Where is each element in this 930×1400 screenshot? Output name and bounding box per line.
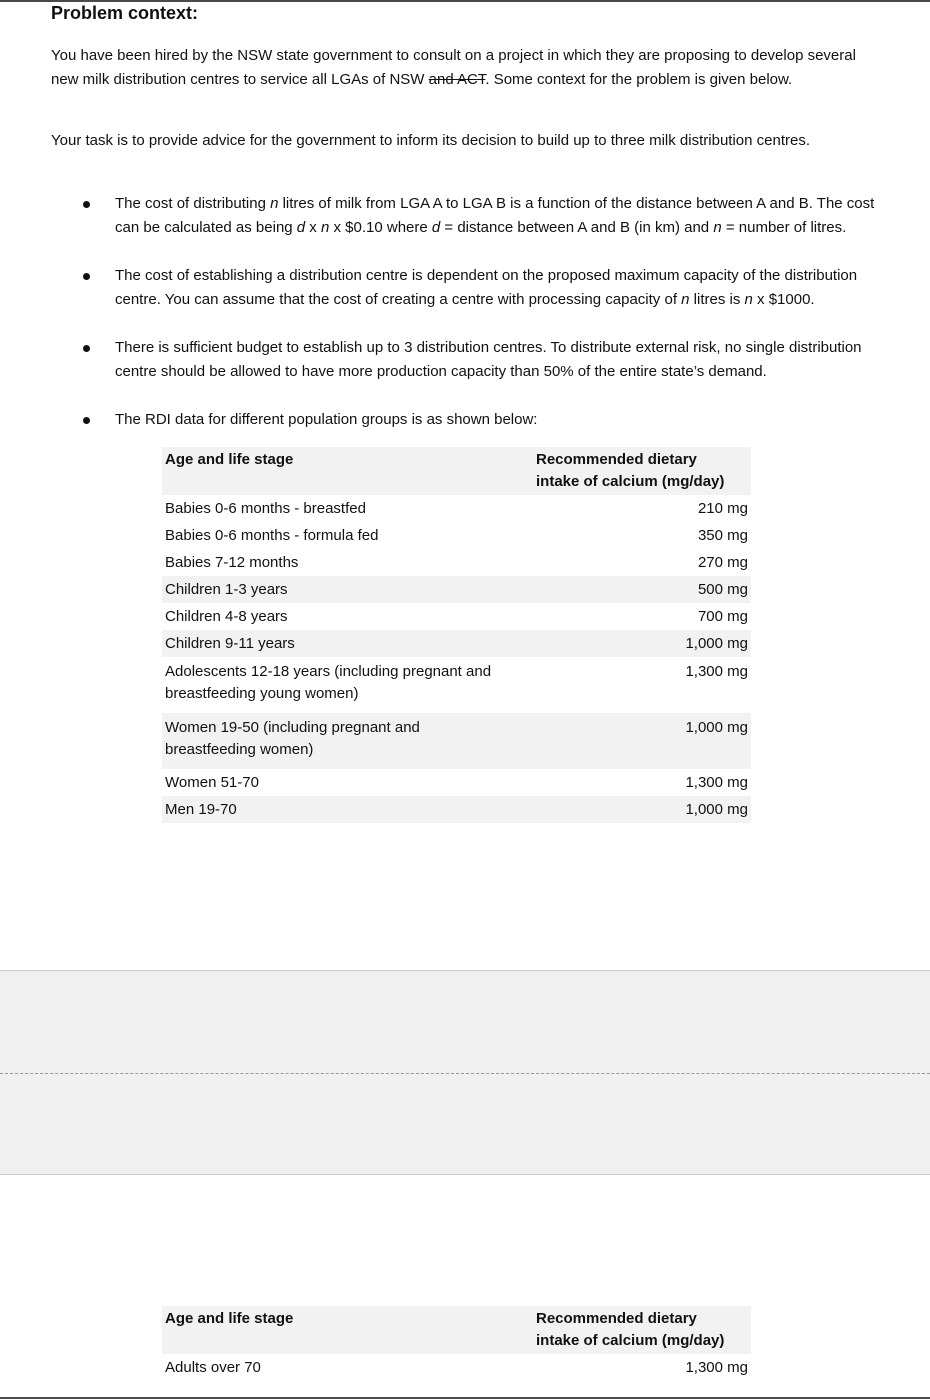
table-row	[162, 713, 751, 769]
row-value: 1,000 mg	[685, 801, 748, 818]
page-top-rule	[0, 0, 930, 2]
row-group: Adolescents 12-18 years (including pregnant and breastfeeding young women)	[165, 663, 492, 702]
bullet-text: The RDI data for different population groups is as shown below:	[115, 411, 538, 428]
bullet-icon	[83, 201, 90, 208]
row-group: Women 19-50 (including pregnant and breastfeeding women)	[165, 719, 420, 758]
row-group: Children 1-3 years	[165, 581, 288, 598]
row-group: Babies 7-12 months	[165, 554, 299, 571]
row-value: 270 mg	[697, 554, 748, 571]
row-value: 210 mg	[697, 500, 748, 517]
table-row	[162, 630, 751, 657]
rdi-table-continued	[162, 1306, 751, 1381]
row-group: Adults over 70	[165, 1359, 261, 1376]
col-header-age: Age and life stage	[165, 1310, 294, 1327]
row-value: 1,000 mg	[685, 635, 748, 652]
row-group: Babies 0-6 months - breastfed	[165, 500, 366, 517]
row-value: 1,000 mg	[685, 719, 748, 736]
bullet-text: The cost of establishing a distribution centre is dependent on the proposed maximum capacity of the distribution centre. You can assume that the cost of creating a centre with processing capacity of n litres is n x $1000.	[115, 267, 858, 308]
table-row	[162, 549, 751, 576]
intro-paragraph	[51, 44, 871, 91]
row-value: 1,300 mg	[685, 774, 748, 791]
row-value: 1,300 mg	[685, 1359, 748, 1376]
table-header-row	[162, 447, 751, 495]
page-bottom-rule	[0, 1397, 930, 1399]
table-row	[162, 495, 751, 522]
bullet-icon	[83, 273, 90, 280]
table-row	[162, 769, 751, 796]
table-row	[162, 522, 751, 549]
intro-text-a: You have been hired by the NSW state government to consult on a project in which they are proposing to develop several new milk distribution centres to service all LGAs of NSW	[51, 47, 856, 88]
row-group: Children 4-8 years	[165, 608, 288, 625]
table-row	[162, 576, 751, 603]
bullet-icon	[83, 417, 90, 424]
row-value: 700 mg	[697, 608, 748, 625]
task-paragraph: Your task is to provide advice for the government to inform its decision to build up to three milk distribution centres.	[51, 132, 810, 149]
bullet-icon	[83, 345, 90, 352]
col-header-age: Age and life stage	[165, 451, 294, 468]
row-group: Women 51-70	[165, 774, 259, 791]
table-row	[162, 1354, 751, 1381]
bullet-text: The cost of distributing n litres of milk from LGA A to LGA B is a function of the distance between A and B. The cost can be calculated as being d x n x $0.10 where d = distance between A and B (in km) and n = number of litres.	[115, 195, 875, 236]
bullet-text: There is sufficient budget to establish up to 3 distribution centres. To distribute external risk, no single distribution centre should be allowed to have more production capacity than 50% of the entire state’s demand.	[115, 339, 862, 380]
col-header-intake: Recommended dietary intake of calcium (mg/day)	[536, 451, 725, 490]
table-row	[162, 657, 751, 713]
table-row	[162, 603, 751, 630]
struck-text: and ACT	[428, 70, 486, 88]
col-header-intake: Recommended dietary intake of calcium (mg/day)	[536, 1310, 725, 1349]
row-group: Babies 0-6 months - formula fed	[165, 527, 379, 544]
row-group: Children 9-11 years	[165, 635, 295, 652]
page-break-line	[0, 1073, 930, 1074]
intro-text-b: . Some context for the problem is given below.	[485, 70, 793, 88]
page-heading: Problem context:	[51, 3, 199, 23]
row-value: 350 mg	[697, 527, 748, 544]
row-value: 500 mg	[697, 581, 748, 598]
row-value: 1,300 mg	[685, 663, 748, 680]
row-group: Men 19-70	[165, 801, 237, 818]
rdi-table	[162, 447, 751, 823]
table-row	[162, 796, 751, 823]
table-header-row	[162, 1306, 751, 1354]
